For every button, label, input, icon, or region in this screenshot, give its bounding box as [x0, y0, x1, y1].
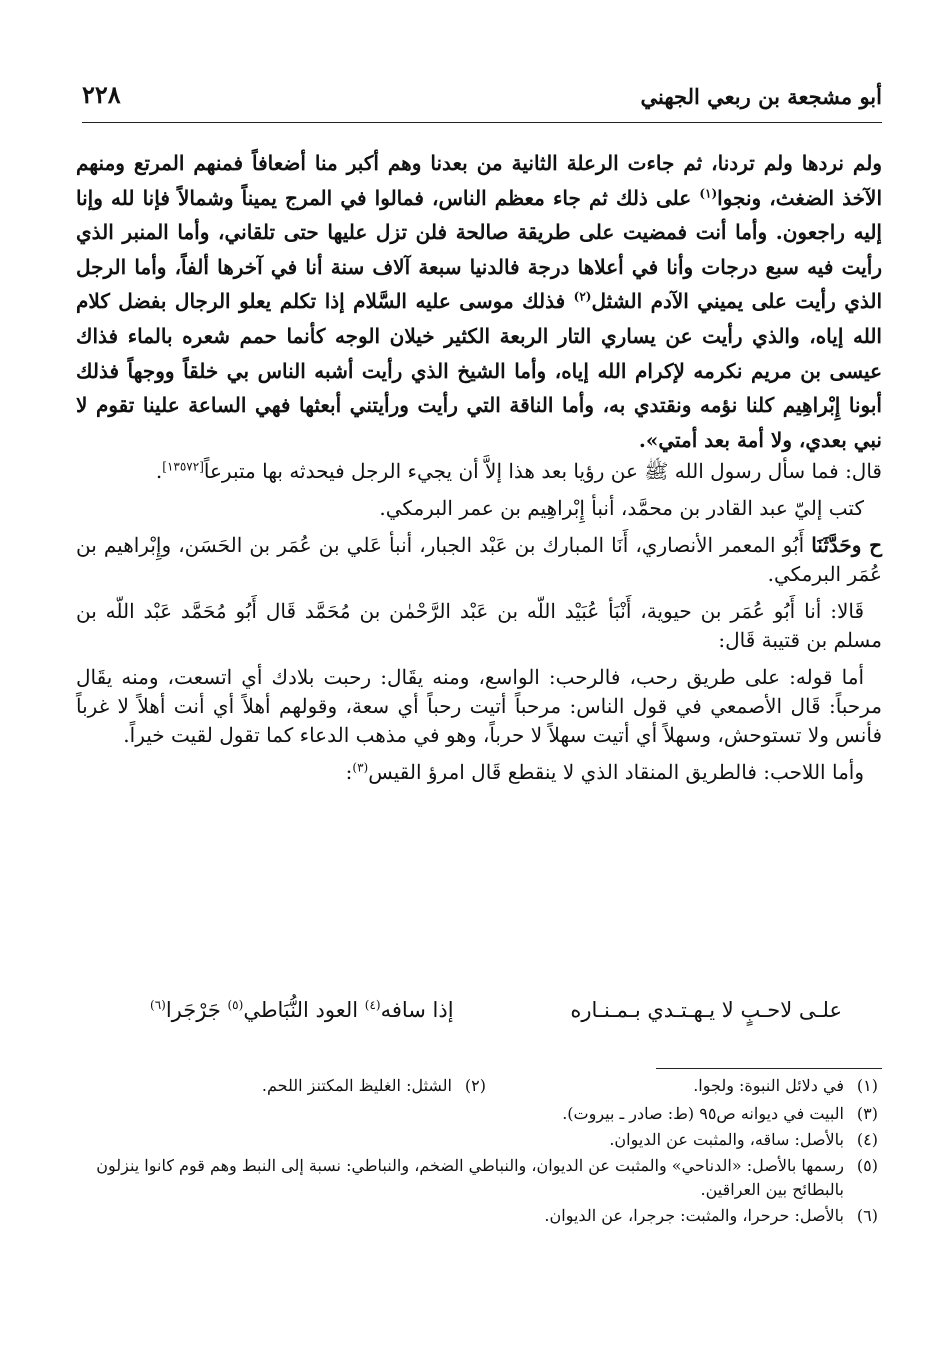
hadith-tail [76, 457, 882, 486]
hadith-text-part-1: ولم نردها ولم تردنا، ثم جاءت الرعلة الثانية من بعدنا وهم أكبر منا أضعافاً فمنهم المرتع ومنهم الآخذ الضغث، ونجوا [76, 151, 882, 210]
footnote-5 [82, 1154, 878, 1202]
footnote-6-number: (٦) [856, 1206, 878, 1225]
poetry-verse [142, 998, 842, 1034]
footnote-3-text: البيت في ديوانه ص٩٥ (ط: صادر ـ بيروت). [562, 1104, 844, 1123]
commentary-paragraph-2 [76, 758, 882, 787]
commentary-paragraph-2-end: : [345, 760, 353, 785]
header-divider [82, 122, 882, 123]
commentary-paragraph-1: أما قوله: على طريق رحب، فالرحب: الواسع، ومنه يقَال: رحبت بلادك أي اتسعت، ومنه يقَال مرحباً: قَال الأصمعي في قول الناس: مرحباً أتيت رحباً أي سعة، وقولهم أهلاً أي أنت أهلاً لا غرباً فأنس ولا تستوحش، وسهلاً أي أتيت سهلاً لا حرباً، وهو في مذهب الدعاء كما تقول لقيت خيراً. [76, 665, 882, 748]
footnote-4 [82, 1128, 878, 1152]
verse-h2-part-b: العود النُّبَاطي [243, 998, 365, 1022]
verse-hemistich-1: علـى لاحـبٍ لا يـهـتـدي بـمـنـاره [570, 998, 842, 1022]
isnad-line-3: قَالا: أنا أَبُو عُمَر بن حيوية، أَنْبَأ عُبَيْد اللّه بن عَبْد الرَّحْمٰن بن مُحَمَّد قَال أَبُو مُحَمَّد عَبْد اللّه بن مسلم بن قتيبة قَال: [76, 599, 882, 653]
footnotes [82, 1074, 878, 1228]
footnote-2 [262, 1074, 486, 1098]
running-title: أبو مشجعة بن ربعي الجهني [640, 84, 882, 109]
hadith-text-part-2: على ذلك ثم جاء معظم الناس، فمالوا في المرج يميناً وشمالاً فإنا لله وإنا إليه راجعون. وأما أنت فمضيت على طريقة صالحة فلن تزل عليها حتى تلقاني، وأما المنبر الذي رأيت فيه سبع درجات وأنا في أعلاها درجة فالدنيا سبعة آلاف سنة أنا في آخرها ألفاً، وأما الرجل الذي رأيت على يميني الآدم الشثل [76, 185, 882, 314]
footnote-ref-2: (٢) [573, 289, 592, 304]
footnote-4-number: (٤) [856, 1130, 878, 1149]
footnote-5-number: (٥) [856, 1156, 878, 1175]
verse-h2-part-c: جَرْجَرا [165, 998, 228, 1022]
footnote-2-text: الشثل: الغليظ المكتنز اللحم. [261, 1076, 452, 1095]
footnote-1-number: (١) [856, 1076, 878, 1095]
footnote-1-text: في دلائل النبوة: ولجوا. [693, 1076, 844, 1095]
footnote-ref-4: (٤) [364, 998, 381, 1012]
running-header [82, 78, 882, 118]
hadith-number: [١٣٥٧٢] [162, 459, 204, 474]
isnad-line-1: كتب إليّ عبد القادر بن محمَّد، أنبأ إِبْراهِيم بن عمر البرمكي. [379, 496, 864, 521]
footnote-1 [693, 1074, 878, 1098]
footnote-ref-3: (٣) [352, 760, 369, 775]
main-text [76, 146, 882, 787]
footnote-divider [656, 1068, 882, 1069]
hadith-text [76, 146, 882, 457]
hadith-tail-end: . [155, 459, 163, 484]
commentary-paragraph-2-text: وأما اللاحب: فالطريق المنقاد الذي لا ينقطع قَال امرؤ القيس [368, 760, 864, 785]
footnote-3 [82, 1102, 878, 1126]
footnote-ref-1: (١) [699, 185, 718, 200]
footnote-4-text: بالأصل: ساقه، والمثبت عن الديوان. [609, 1130, 844, 1149]
footnote-row-1 [82, 1074, 878, 1100]
footnote-ref-6: (٦) [150, 998, 166, 1012]
isnad-line-2 [76, 531, 882, 589]
verse-h2-part-a: إذا سافه [380, 998, 454, 1022]
isnad-line-2-text: أَبُو المعمر الأنصاري، أَنَا المبارك بن عَبْد الجبار، أنبأ عَلي بن عُمَر بن الحَسَن، وإِبْراهيم بن عُمَر البرمكي. [76, 533, 882, 587]
page-number: ٢٢٨ [82, 80, 121, 109]
hadith-text-part-3: فذلك موسى عليه السَّلام إذا تكلم يعلو الرجال بفضل كلام الله إياه، والذي رأيت عن يساري التار الربعة الكثير خيلان الوجه كأنما حمم شعره بالماء فذاك عيسى بن مريم نكرمه لإكرام الله إياه، وأما الشيخ الذي رأيت أشبه الناس بي خلقاً ووجهاً فذلك أبونا إِبْراهِيم كلنا نؤمه ونقتدي به، وأما الناقة التي رأيت ورأيتني أبعثها فهي الساعة علينا تقوم لا نبي بعدي، ولا أمة بعد أمتي». [76, 289, 882, 452]
footnote-2-number: (٢) [464, 1076, 486, 1095]
footnote-6 [82, 1204, 878, 1228]
hadith-tail-text: قال: فما سأل رسول الله ﷺ عن رؤيا بعد هذا إلاَّ أن يجيء الرجل فيحدثه بها متبرعاً [203, 459, 882, 484]
verse-hemistich-2 [150, 998, 454, 1022]
footnote-ref-5: (٥) [227, 998, 244, 1012]
footnote-5-text: رسمها بالأصل: «الدناحي» والمثبت عن الديوان، والنباطي الضخم، والنباطي: نسبة إلى النبط وهم قوم كانوا ينزلون بالبطائح بين العراقين. [96, 1156, 844, 1199]
footnote-3-number: (٣) [856, 1104, 878, 1123]
footnote-6-text: بالأصل: حرحرا، والمثبت: جرجرا، عن الديوان. [544, 1206, 844, 1225]
ha-label: ح وحَدَّثَنَا [811, 533, 882, 558]
